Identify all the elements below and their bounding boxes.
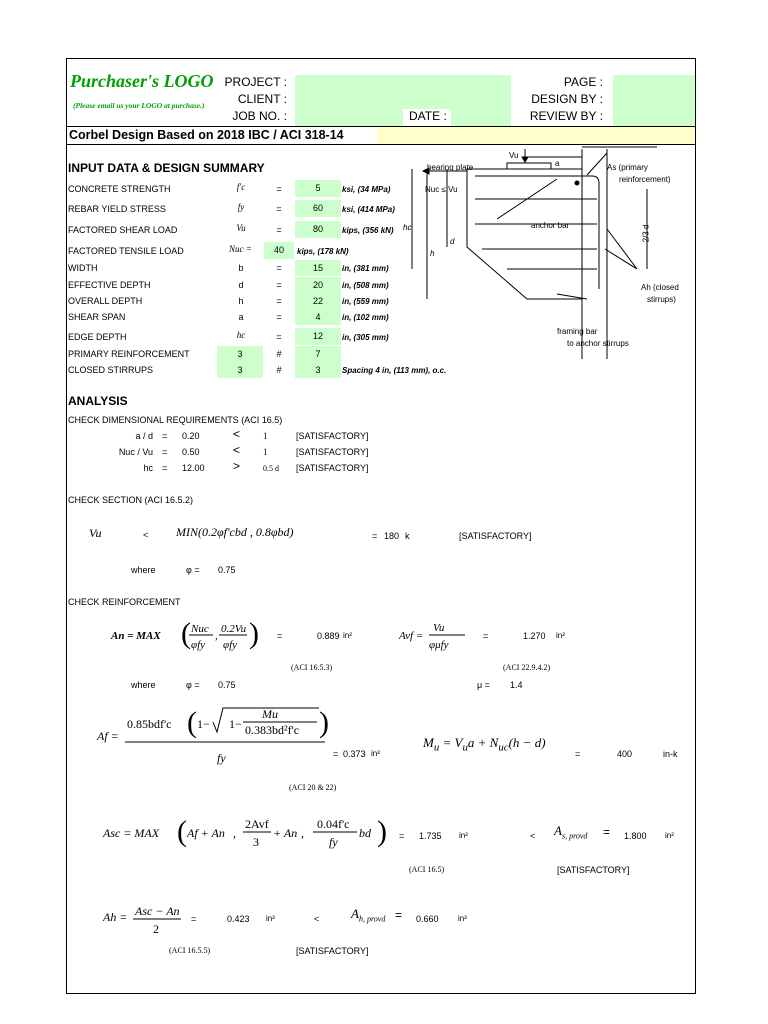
dim-op: < bbox=[233, 443, 241, 457]
input-eq: = bbox=[276, 280, 282, 290]
input-label: FACTORED TENSILE LOAD bbox=[68, 246, 184, 256]
where-label: where bbox=[131, 565, 156, 575]
ah-formula bbox=[103, 903, 183, 943]
where-label-2: where bbox=[131, 680, 156, 690]
ah-eq: = bbox=[191, 914, 197, 924]
input-eq: # bbox=[276, 349, 282, 359]
phi-value: 0.75 bbox=[218, 565, 236, 575]
svg-text:Asc − An: Asc − An bbox=[135, 904, 180, 918]
af-formula bbox=[97, 704, 327, 770]
input-eq: = bbox=[276, 312, 282, 322]
svg-text:Ah =: Ah = bbox=[103, 910, 128, 924]
input-label: PRIMARY REINFORCEMENT bbox=[68, 349, 190, 359]
diagram-a: a bbox=[555, 159, 560, 168]
input-symbol: hc bbox=[236, 330, 246, 340]
input-label: FACTORED SHEAR LOAD bbox=[68, 225, 178, 235]
section-val: 180 bbox=[384, 531, 400, 541]
avf-value: 1.270 bbox=[523, 631, 546, 641]
ah-ref: (ACI 16.5.5) bbox=[169, 946, 211, 955]
input-label: WIDTH bbox=[68, 263, 98, 273]
input-symbol: Nuc = bbox=[229, 244, 252, 254]
dim-rhs: 1 bbox=[263, 447, 268, 457]
diagram-vu: Vu bbox=[509, 151, 519, 160]
avf-eq: = bbox=[483, 631, 489, 641]
input-symbol: fy bbox=[237, 202, 245, 212]
diagram-two-third-d: 2/3 d bbox=[641, 224, 651, 243]
section-status: [SATISFACTORY] bbox=[459, 531, 532, 541]
dim-status: [SATISFACTORY] bbox=[296, 431, 369, 441]
input-eq: = bbox=[276, 263, 282, 273]
logo-note: (Please email us your LOGO at purchase.) bbox=[73, 101, 205, 110]
dim-lhs: hc bbox=[143, 463, 153, 473]
an-value: 0.889 bbox=[317, 631, 340, 641]
an-unit: in² bbox=[343, 631, 352, 640]
svg-text:φμfy: φμfy bbox=[429, 639, 449, 651]
svg-text:0.383bd²f'c: 0.383bd²f'c bbox=[245, 723, 300, 737]
section-formula: MIN(0.2φf'cbd , 0.8φbd) bbox=[176, 525, 294, 539]
ah-status: [SATISFACTORY] bbox=[296, 946, 369, 956]
section-unit: k bbox=[405, 531, 410, 541]
input-label: SHEAR SPAN bbox=[68, 312, 126, 322]
af-eq: = bbox=[333, 749, 339, 759]
dim-op: < bbox=[233, 427, 241, 441]
asc-ref: (ACI 16.5) bbox=[409, 865, 445, 874]
asprovd-label: $A_{s, provd}$ bbox=[554, 823, 588, 841]
asc-status: [SATISFACTORY] bbox=[557, 865, 630, 875]
project-label: PROJECT : bbox=[224, 75, 287, 89]
svg-text:1−: 1− bbox=[229, 717, 242, 731]
svg-text:φfy: φfy bbox=[191, 639, 206, 651]
input-unit: ksi, (34 MPa) bbox=[342, 185, 391, 194]
svg-text:(: ( bbox=[177, 815, 187, 848]
svg-text:Avf =: Avf = bbox=[399, 630, 424, 642]
project-field[interactable] bbox=[295, 75, 511, 109]
svg-text:0.04f'c: 0.04f'c bbox=[317, 817, 350, 831]
mu-formula: $M_u = V_ua + N_{uc}(h - d)$ bbox=[423, 735, 546, 754]
af-value: 0.373 bbox=[343, 749, 366, 759]
mu-result: 400 bbox=[617, 749, 633, 759]
input-value[interactable]: 3 bbox=[295, 362, 341, 378]
dim-val: 0.50 bbox=[182, 447, 200, 457]
dim-eq: = bbox=[162, 447, 168, 457]
dim-lhs: a / d bbox=[135, 431, 153, 441]
phi-value-2: 0.75 bbox=[218, 680, 236, 690]
input-value[interactable]: 4 bbox=[295, 309, 341, 325]
input-symbol: b bbox=[238, 263, 244, 273]
input-label: OVERALL DEPTH bbox=[68, 296, 143, 306]
input-eq: = bbox=[276, 204, 282, 214]
input-value[interactable]: 7 bbox=[295, 346, 341, 362]
diagram-nuc: Nuc ≤ Vu bbox=[425, 185, 458, 194]
avf-ref: (ACI 22.9.4.2) bbox=[503, 663, 551, 672]
svg-text:Vu: Vu bbox=[433, 622, 445, 634]
input-unit: Spacing 4 in, (113 mm), o.c. bbox=[342, 366, 447, 375]
avf-formula bbox=[399, 617, 469, 657]
title-fill[interactable] bbox=[377, 127, 695, 144]
ah-value: 0.423 bbox=[227, 914, 250, 924]
svg-text:2: 2 bbox=[153, 922, 159, 936]
input-value[interactable]: 20 bbox=[295, 277, 341, 293]
an-eq: = bbox=[277, 631, 283, 641]
avf-unit: in² bbox=[556, 631, 565, 640]
svg-text:φfy: φfy bbox=[223, 639, 238, 651]
dim-eq: = bbox=[162, 463, 168, 473]
input-eq: = bbox=[276, 184, 282, 194]
dim-eq: = bbox=[162, 431, 168, 441]
input-symbol: h bbox=[238, 296, 244, 306]
input-label: CLOSED STIRRUPS bbox=[68, 365, 154, 375]
asc-formula bbox=[103, 811, 393, 859]
input-unit: in, (381 mm) bbox=[342, 264, 389, 273]
dim-val: 0.20 bbox=[182, 431, 200, 441]
ahprovd-label: $A_{h, provd}$ bbox=[351, 906, 386, 924]
analysis-heading: ANALYSIS bbox=[68, 394, 128, 408]
ah-op: < bbox=[314, 914, 320, 924]
an-ref: (ACI 16.5.3) bbox=[291, 663, 333, 672]
input-value[interactable]: 40 bbox=[264, 242, 294, 259]
an-formula bbox=[111, 617, 261, 657]
asprovd-value: 1.800 bbox=[624, 831, 647, 841]
svg-text:Nuc: Nuc bbox=[191, 623, 209, 635]
input-unit: in, (305 mm) bbox=[342, 333, 389, 342]
diagram-ah: Ah (closed bbox=[641, 283, 679, 292]
diagram-as-primary: As (primary bbox=[607, 163, 648, 172]
date-label: DATE : bbox=[409, 109, 447, 123]
section-vu: Vu bbox=[89, 526, 102, 540]
mu-eq: = bbox=[575, 749, 581, 759]
section-eq: = bbox=[372, 531, 378, 541]
svg-text:bd: bd bbox=[359, 826, 371, 840]
ah-unit: in² bbox=[266, 914, 275, 923]
dim-status: [SATISFACTORY] bbox=[296, 447, 369, 457]
jobno-label: JOB NO. : bbox=[232, 109, 287, 123]
date-field[interactable] bbox=[451, 109, 511, 126]
input-symbol: f'c bbox=[236, 182, 246, 192]
asprovd-unit: in² bbox=[665, 831, 674, 840]
diagram-hc: hc bbox=[403, 223, 412, 232]
input-unit: in, (102 mm) bbox=[342, 313, 389, 322]
ahprovd-eq: = bbox=[395, 908, 403, 922]
calc-sheet bbox=[66, 58, 696, 994]
input-unit: ksi, (414 MPa) bbox=[342, 205, 395, 214]
svg-text:3: 3 bbox=[253, 835, 259, 849]
input-label: EFFECTIVE DEPTH bbox=[68, 280, 151, 290]
input-unit: kips, (178 kN) bbox=[297, 247, 349, 256]
diagram-ah2: stirrups) bbox=[647, 295, 676, 304]
svg-text:Af =: Af = bbox=[97, 729, 119, 743]
diagram-d: d bbox=[450, 237, 455, 246]
svg-text:+ An: + An bbox=[273, 826, 298, 840]
dim-rhs: 0.5 d bbox=[263, 464, 279, 473]
ahprovd-value: 0.660 bbox=[416, 914, 439, 924]
dim-rhs: 1 bbox=[263, 431, 268, 441]
diagram-as-primary2: reinforcement) bbox=[619, 175, 671, 184]
svg-text:fy: fy bbox=[329, 835, 338, 849]
input-unit: in, (559 mm) bbox=[342, 297, 389, 306]
input-eq: = bbox=[276, 296, 282, 306]
diagram-h: h bbox=[430, 249, 435, 258]
input-label: CONCRETE STRENGTH bbox=[68, 184, 171, 194]
svg-text:(: ( bbox=[187, 706, 197, 739]
svg-text:(: ( bbox=[181, 617, 191, 650]
input-value[interactable]: 60 bbox=[295, 200, 341, 217]
input-label: REBAR YIELD STRESS bbox=[68, 204, 166, 214]
input-symbol: Vu bbox=[236, 223, 246, 233]
asc-value: 1.735 bbox=[419, 831, 442, 841]
svg-text:Mu: Mu bbox=[262, 707, 278, 721]
dim-val: 12.00 bbox=[182, 463, 205, 473]
sheet-title: Corbel Design Based on 2018 IBC / ACI 318-14 bbox=[69, 128, 344, 142]
input-label: EDGE DEPTH bbox=[68, 332, 127, 342]
input-symbol: a bbox=[238, 312, 244, 322]
svg-text:0.85bdf'c: 0.85bdf'c bbox=[127, 717, 172, 731]
svg-text:fy: fy bbox=[217, 751, 226, 765]
jobno-field[interactable] bbox=[295, 109, 403, 126]
diagram-framing2: to anchor stirrups bbox=[567, 339, 629, 348]
page-label: PAGE : bbox=[563, 75, 603, 89]
svg-text:An = MAX: An = MAX bbox=[111, 630, 161, 642]
af-ref: (ACI 20 & 22) bbox=[289, 783, 337, 792]
svg-text:Af + An: Af + An bbox=[187, 826, 225, 840]
diagram-anchor-bar: anchor bar bbox=[531, 221, 570, 230]
input-heading: INPUT DATA & DESIGN SUMMARY bbox=[68, 161, 265, 175]
phi-label: φ = bbox=[186, 565, 200, 575]
svg-text:,: , bbox=[215, 630, 218, 642]
dim-lhs: Nuc / Vu bbox=[118, 447, 153, 457]
svg-text:0.2Vu: 0.2Vu bbox=[221, 623, 247, 635]
input-value[interactable]: 15 bbox=[295, 260, 341, 276]
input-eq: = bbox=[276, 332, 282, 342]
asc-op: < bbox=[530, 831, 536, 841]
asc-unit: in² bbox=[459, 831, 468, 840]
dim-status: [SATISFACTORY] bbox=[296, 463, 369, 473]
design-by-label: DESIGN BY : bbox=[531, 92, 603, 106]
ahprovd-unit: in² bbox=[458, 914, 467, 923]
section-heading: CHECK SECTION (ACI 16.5.2) bbox=[68, 495, 194, 505]
section-op: < bbox=[143, 530, 149, 540]
input-value[interactable]: 80 bbox=[295, 221, 341, 238]
client-label: CLIENT : bbox=[237, 92, 287, 106]
stirrup-count[interactable]: 3 bbox=[217, 362, 263, 378]
purchaser-logo: Purchaser's LOGO bbox=[70, 71, 214, 91]
svg-text:,: , bbox=[233, 826, 236, 840]
phi-label-2: φ = bbox=[186, 680, 200, 690]
dim-heading: CHECK DIMENSIONAL REQUIREMENTS (ACI 16.5) bbox=[68, 415, 283, 425]
svg-text:Asc = MAX: Asc = MAX bbox=[103, 826, 160, 840]
asprovd-eq: = bbox=[603, 825, 611, 839]
af-unit: in² bbox=[371, 749, 380, 758]
input-unit: in, (508 mm) bbox=[342, 281, 389, 290]
asc-eq: = bbox=[399, 831, 405, 841]
rebar-count[interactable]: 3 bbox=[217, 346, 263, 362]
input-symbol: d bbox=[238, 280, 244, 290]
dim-op: > bbox=[233, 459, 241, 473]
input-eq: # bbox=[276, 365, 282, 375]
mu-unit: in-k bbox=[663, 749, 678, 759]
svg-text:): ) bbox=[377, 815, 387, 848]
diagram-framing: framing bar bbox=[557, 327, 598, 336]
diagram-bearing-plate: bearing plate bbox=[427, 163, 474, 172]
input-value[interactable]: 5 bbox=[295, 180, 341, 197]
mu-label: μ = bbox=[477, 680, 490, 690]
input-value[interactable]: 12 bbox=[295, 328, 341, 345]
input-unit: kips, (356 kN) bbox=[342, 226, 394, 235]
svg-text:): ) bbox=[319, 706, 329, 739]
input-value[interactable]: 22 bbox=[295, 293, 341, 309]
svg-text:1−: 1− bbox=[197, 717, 210, 731]
page-info-field[interactable] bbox=[613, 75, 695, 126]
reinf-heading: CHECK REINFORCEMENT bbox=[68, 597, 181, 607]
input-eq: = bbox=[276, 225, 282, 235]
review-by-label: REVIEW BY : bbox=[529, 109, 603, 123]
title-rule bbox=[67, 144, 695, 145]
svg-text:): ) bbox=[249, 617, 259, 650]
mu-value: 1.4 bbox=[510, 680, 523, 690]
svg-text:,: , bbox=[301, 826, 304, 840]
svg-text:2Avf: 2Avf bbox=[245, 817, 269, 831]
